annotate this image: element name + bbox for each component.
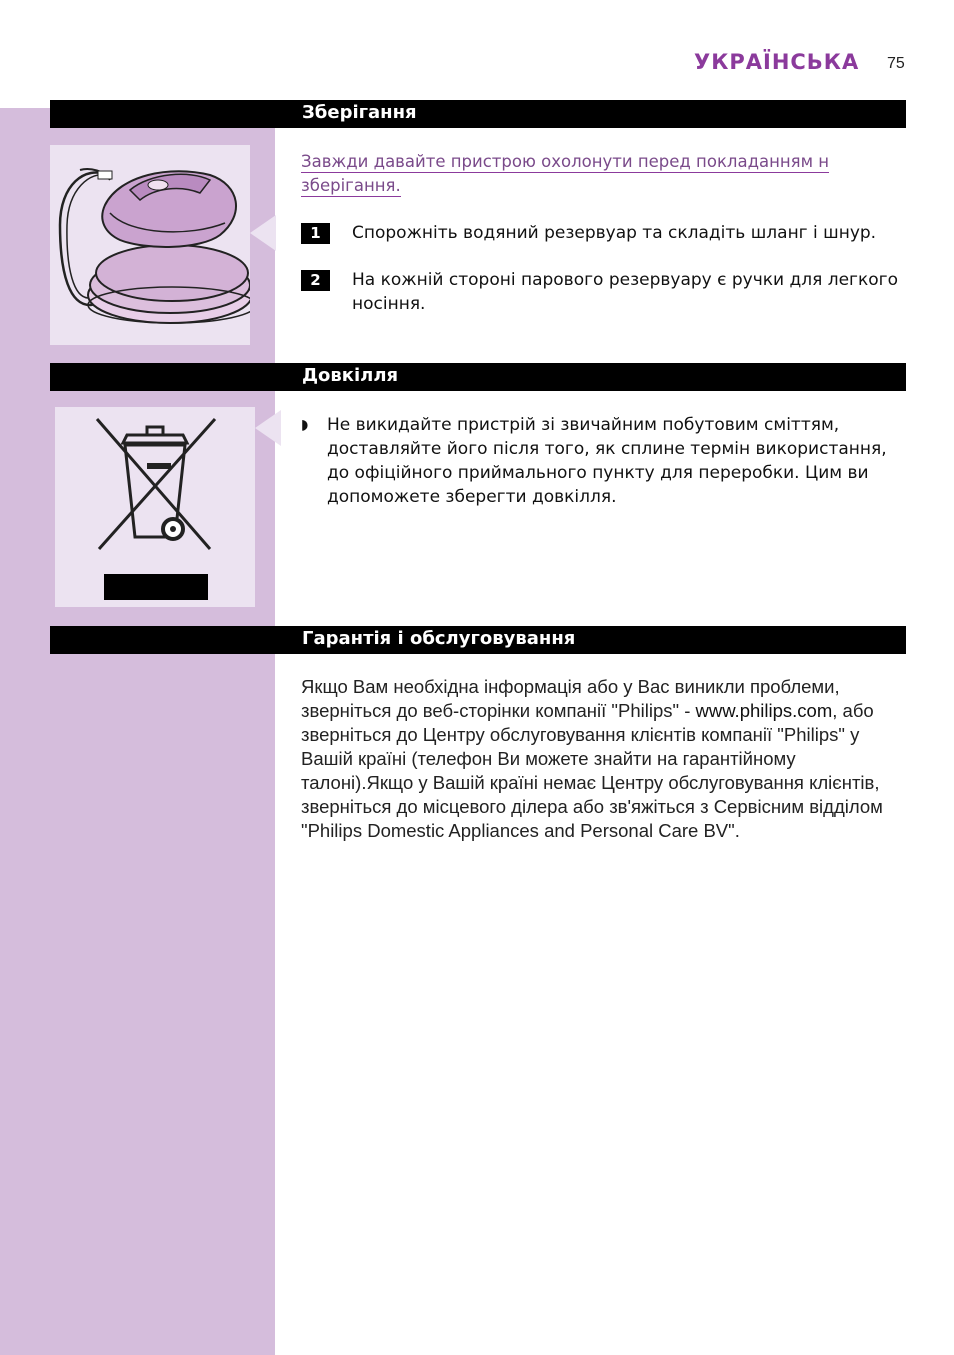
section-header-storage xyxy=(50,100,906,128)
page-number: 75 xyxy=(887,55,905,72)
steam-iron-icon xyxy=(50,145,250,345)
storage-caution-text xyxy=(301,150,861,198)
step-text: На кожній стороні парового резервуару є ручки для легкого носіння. xyxy=(352,270,898,314)
warranty-text-part2: , або зверніться до Центру обслуговування клієнтів компанії "Philips" у Вашій країні (телефон Ви можете знайти на гарантійному талоні).Якщо у Вашій країні немає Центру обслуговування клієнтів, зверніться до місцевого ділера або зв'яжіться з Сервісним відділом "Philips Domestic Appliances and Personal Care BV". xyxy=(301,700,883,841)
philips-website-link[interactable]: www.philips.com xyxy=(695,700,833,721)
step-number: 2 xyxy=(301,270,330,291)
caution-text: Завжди давайте пристрою охолонути перед покладанням н зберігання. xyxy=(301,152,830,195)
warranty-text-part1: Якщо Вам необхідна інформація або у Вас виникли проблеми, зверніться до веб-сторінки компанії "Philips" - xyxy=(301,676,840,721)
storage-image-box xyxy=(50,145,250,345)
section-title-storage: Зберігання xyxy=(302,102,417,123)
section-header-warranty xyxy=(50,626,906,654)
section-title-warranty: Гарантія і обслуговування xyxy=(302,628,576,649)
section-title-environment: Довкілля xyxy=(302,365,399,386)
crossed-out-bin-icon xyxy=(55,407,255,607)
storage-image-pointer xyxy=(250,215,276,251)
step-text: Спорожніть водяний резервуар та складіть шланг і шнур. xyxy=(352,223,877,243)
bullet-text: Не викидайте пристрій зі звичайним побутовим сміттям, доставляйте його після того, як сплине термін використання, до офіційного приймального пункту для переробки. Цим ви допоможете зберегти довкілля. xyxy=(327,415,887,507)
environment-image-pointer xyxy=(255,410,281,446)
bullet-icon: ◗ xyxy=(301,417,309,433)
section-header-environment xyxy=(50,363,906,391)
step-number: 1 xyxy=(301,223,330,244)
environment-image-box xyxy=(55,407,255,607)
warranty-text xyxy=(301,675,911,843)
language-label: УКРАЇНСЬКА xyxy=(694,50,860,74)
